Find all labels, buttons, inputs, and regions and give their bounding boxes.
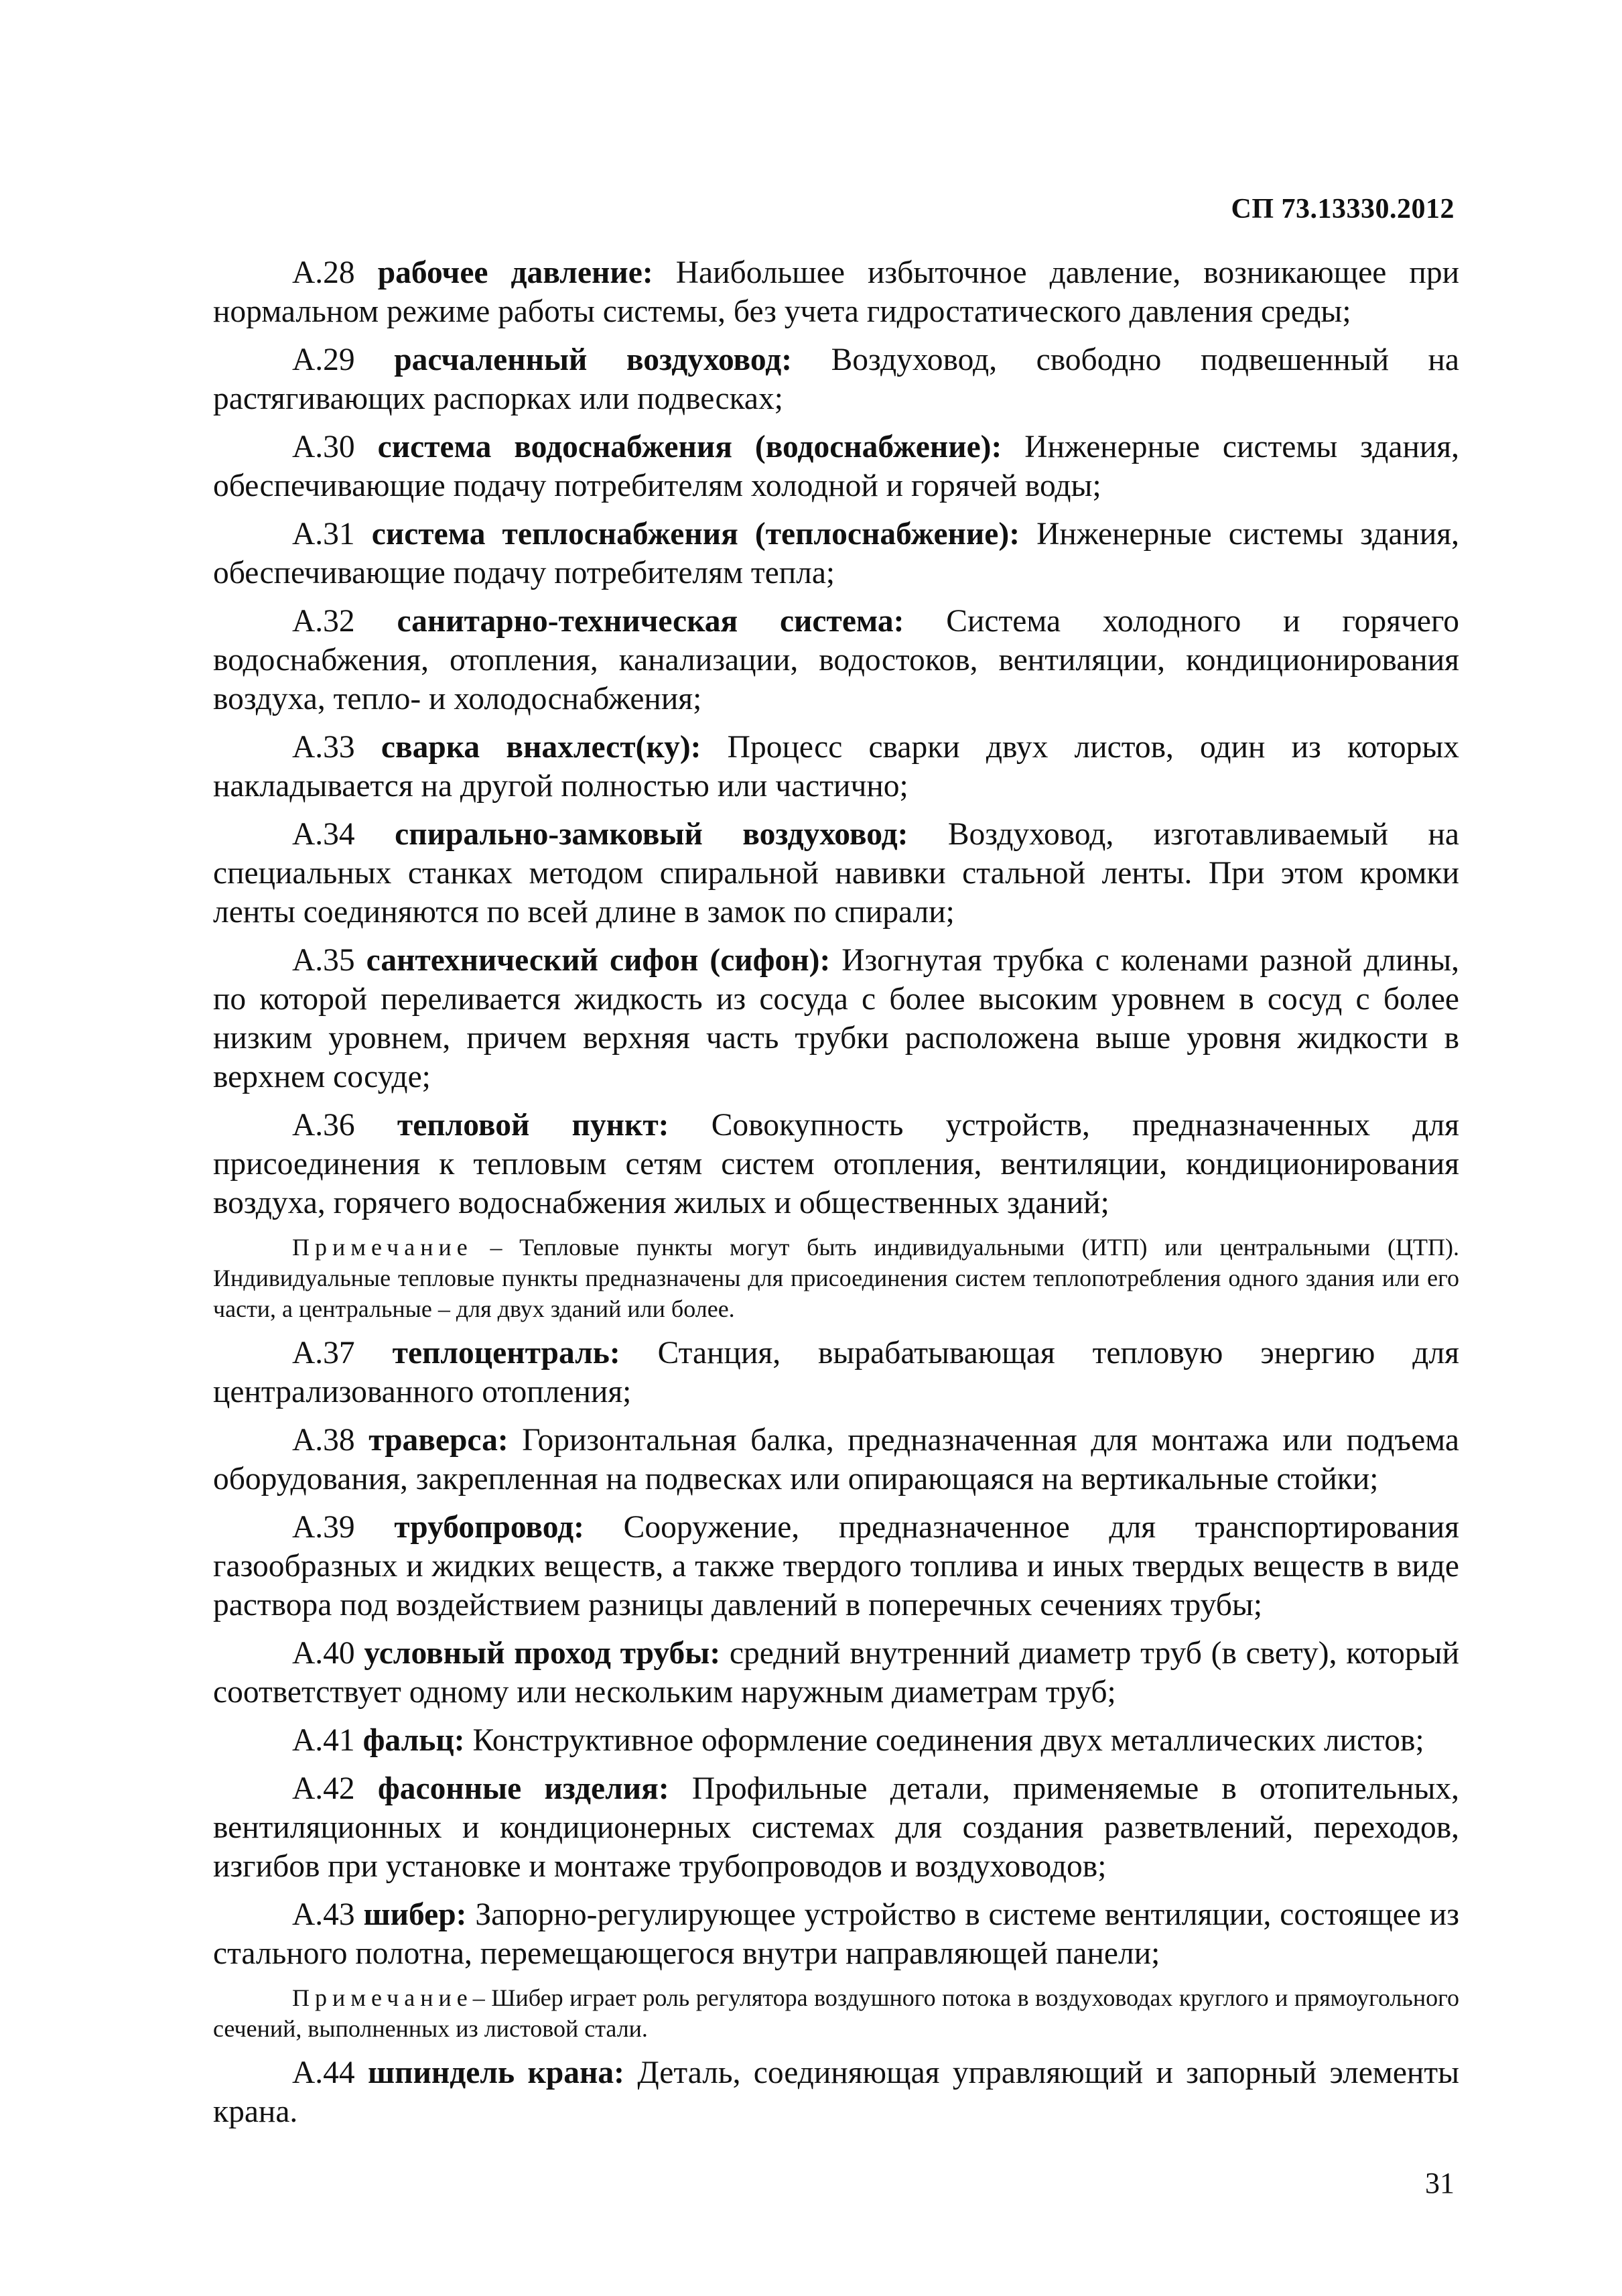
term-entry-a29 [213,340,1459,418]
entry-definition: Деталь, соединяющая управляющий и запорный элементы крана. [213,2055,1460,2129]
entry-term: сварка внахлест(ку): [381,730,701,765]
entry-definition: Станция, вырабатывающая тепловую энергию для централизованного отопления; [213,1336,1459,1409]
glossary-body [213,253,1459,2141]
entry-definition: Процесс сварки двух листов, один из которых накладывается на другой полностью или частично; [213,730,1460,804]
entry-definition: Профильные детали, применяемые в отопительных, вентиляционных и кондиционерных системах для создания разветвлений, переходов, изгибов при установке и монтаже трубопроводов и воздуховодов; [213,1771,1460,1884]
entry-number: А.41 [292,1723,355,1758]
entry-term: трубопровод: [394,1510,584,1545]
entry-definition: Система холодного и горячего водоснабжения, отопления, канализации, водостоков, вентиляции, кондиционирования воздуха, тепло- и холодоснабжения; [213,604,1460,716]
entry-number: А.36 [292,1108,355,1143]
page-number: 31 [1425,2167,1455,2199]
entry-term: шибер: [363,1897,467,1932]
entry-definition: Инженерные системы здания, обеспечивающие подачу потребителям тепла; [213,517,1459,590]
entry-definition: средний внутренний диаметр труб (в свету), который соответствует одному или нескольким наружным диаметрам труб; [213,1636,1459,1710]
term-entry-a44 [213,2053,1459,2131]
entry-number: А.39 [292,1510,355,1545]
entry-term: тепловой пункт: [397,1108,669,1143]
term-entry-a28 [213,253,1459,331]
entry-number: А.40 [292,1636,355,1671]
entry-term: рабочее давление: [377,255,653,290]
entry-term: система водоснабжения (водоснабжение): [377,430,1002,464]
term-entry-a36 [213,1106,1459,1222]
entry-definition: Воздуховод, свободно подвешенный на растягивающих распорках или подвесках; [213,342,1460,416]
entry-term: расчаленный воздуховод: [394,342,793,377]
entry-definition: Сооружение, предназначенное для транспортирования газообразных и жидких веществ, а также твердого топлива и иных твердых веществ в виде раствора под воздействием разницы давлений в поперечных сечениях трубы; [213,1510,1460,1622]
entry-definition: Воздуховод, изготавливаемый на специальных станках методом спиральной навивки стальной ленты. При этом кромки ленты соединяются по всей длине в замок по спирали; [213,817,1460,930]
entry-term: санитарно-техническая система: [397,604,904,639]
term-entry-a35 [213,941,1459,1096]
entry-definition: Запорно-регулирующее устройство в системе вентиляции, состоящее из стального полотна, перемещающегося внутри направляющей панели; [213,1897,1459,1971]
entry-number: А.32 [292,604,355,639]
entry-number: А.31 [292,517,355,552]
entry-number: А.34 [292,817,355,852]
entry-number: А.28 [292,255,355,290]
entry-definition: Изогнутая трубка с коленами разной длины, по которой переливается жидкость из сосуда с более высоким уровнем в сосуд с более низким уровнем, причем верхняя часть трубки расположена выше уровня жидкости в верхнем сосуде; [213,943,1460,1094]
term-entry-a32 [213,602,1459,718]
term-entry-a42 [213,1769,1459,1886]
note-label: Примечание [292,1234,473,1261]
term-entry-a39 [213,1508,1459,1624]
term-entry-a33 [213,728,1459,806]
document-code: СП 73.13330.2012 [1231,194,1455,225]
entry-number: А.37 [292,1336,355,1370]
entry-number: А.35 [292,943,355,978]
entry-term: система теплоснабжения (теплоснабжение): [371,517,1020,552]
term-entry-a43 [213,1895,1459,1973]
entry-term: спирально-замковый воздуховод: [395,817,908,852]
entry-term: траверса: [368,1423,509,1458]
term-entry-a34 [213,815,1459,932]
note-label: Примечание [292,1984,473,2011]
entry-term: фальц: [362,1723,465,1758]
note-a43 [213,1982,1459,2044]
entry-term: шпиндель крана: [368,2055,624,2090]
note-text: – Тепловые пункты могут быть индивидуальными (ИТП) или центральными (ЦТП). Индивидуальные тепловые пункты предназначены для присоединения систем теплопотребления одного здания или его части, а центральные – для двух зданий или более. [213,1234,1459,1322]
entry-number: А.29 [292,342,355,377]
entry-term: теплоцентраль: [392,1336,620,1370]
note-a36 [213,1232,1459,1324]
entry-number: А.33 [292,730,355,765]
entry-term: фасонные изделия: [377,1771,669,1806]
note-text: – Шибер играет роль регулятора воздушного потока в воздуховодах круглого и прямоугольного сечений, выполненных из листовой стали. [213,1984,1459,2042]
term-entry-a37 [213,1334,1459,1411]
entry-number: А.43 [292,1897,355,1932]
term-entry-a40 [213,1634,1459,1712]
term-entry-a30 [213,428,1459,505]
entry-term: сантехнический сифон (сифон): [366,943,831,978]
entry-term: условный проход трубы: [364,1636,721,1671]
entry-definition: Совокупность устройств, предназначенных для присоединения к тепловым сетям систем отопления, вентиляции, кондиционирования воздуха, горячего водоснабжения жилых и общественных зданий; [213,1108,1460,1220]
entry-definition: Горизонтальная балка, предназначенная для монтажа или подъема оборудования, закрепленная на подвесках или опирающаяся на вертикальные стойки; [213,1423,1459,1496]
term-entry-a38 [213,1421,1459,1498]
entry-definition: Наибольшее избыточное давление, возникающее при нормальном режиме работы системы, без учета гидростатического давления среды; [213,255,1460,329]
entry-definition: Конструктивное оформление соединения двух металлических листов; [472,1723,1424,1758]
entry-number: А.44 [292,2055,355,2090]
term-entry-a41 [213,1721,1459,1760]
term-entry-a31 [213,515,1459,592]
entry-number: А.42 [292,1771,355,1806]
entry-number: А.38 [292,1423,355,1458]
entry-definition: Инженерные системы здания, обеспечивающие подачу потребителям холодной и горячей воды; [213,430,1460,503]
entry-number: А.30 [292,430,355,464]
